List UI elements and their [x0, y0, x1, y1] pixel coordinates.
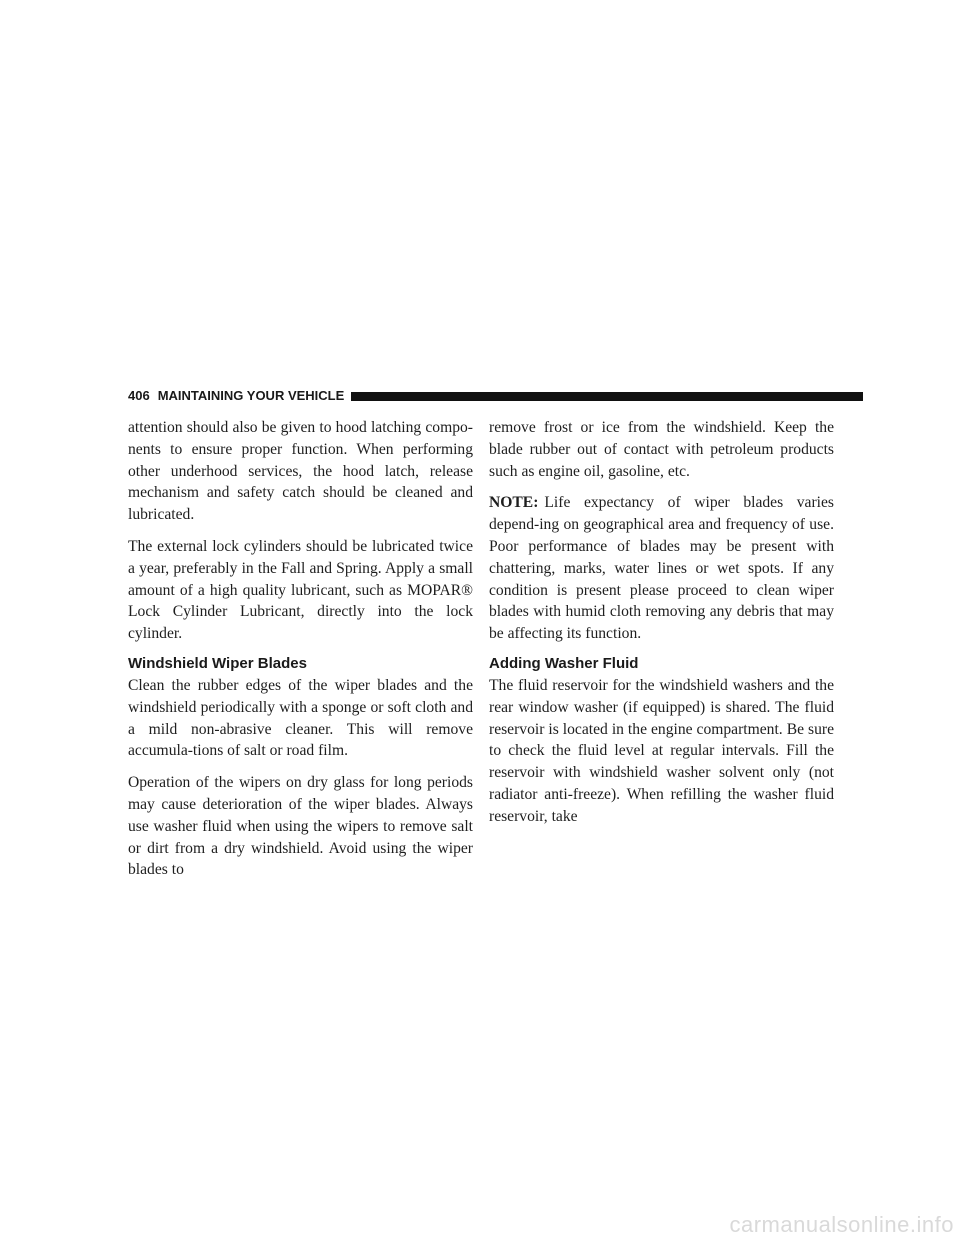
paragraph-clean-wipers: Clean the rubber edges of the wiper blades and the windshield periodically with a sponge or soft cloth and a mild non-abrasive cleaner. This will remove accumula-tions of salt or road film. [128, 676, 473, 760]
paragraph-wiper-operation: Operation of the wipers on dry glass for long periods may cause deterioration of the wiper blades. Always use washer fluid when using the wipers to remove salt or dirt from a dry windshield. Avoid using the wiper blades to [128, 774, 473, 879]
note-paragraph [489, 492, 834, 645]
paragraph-lock-cylinders: The external lock cylinders should be lubricated twice a year, preferably in the Fall and Spring. Apply a small amount of a high quality lubricant, such as MOPAR® Lock Cylinder Lubricant, directly into the lock cylinder. [128, 537, 473, 643]
heading-windshield-wiper-blades: Windshield Wiper Blades [128, 654, 307, 672]
paragraph-washer-fluid: The fluid reservoir for the windshield washers and the rear window washer (if equipped) is shared. The fluid reservoir is located in the engine compartment. Be sure to check the fluid level at regular intervals. Fill the reservoir with windshield washer solvent only (not radiator anti-freeze). When refilling the washer fluid reservoir, take [489, 676, 834, 825]
note-label: NOTE: [489, 494, 539, 512]
page-number: 406 [128, 388, 150, 403]
watermark: carmanualsonline.info [729, 1212, 954, 1237]
note-text: Life expectancy of wiper blades varies depend-ing on geographical area and frequency of use. Poor performance of blades may be present with chattering, marks, water lines or wet spots. If any condition is present please proceed to clean wiper blades with humid cloth removing any debris that may be affecting its function. [489, 494, 834, 643]
section-title: MAINTAINING YOUR VEHICLE [157, 388, 345, 403]
heading-adding-washer-fluid: Adding Washer Fluid [489, 654, 639, 672]
page-header [128, 389, 863, 403]
left-column [128, 417, 473, 891]
paragraph-hood-latch: attention should also be given to hood latching compo-nents to ensure proper function. When performing other underhood services, the hood latch, release mechanism and safety catch should be cleaned and lubricated. [128, 419, 473, 524]
header-rule [351, 392, 863, 401]
right-column [489, 417, 834, 838]
paragraph-frost-ice: remove frost or ice from the windshield. Keep the blade rubber out of contact with petroleum products such as engine oil, gasoline, etc. [489, 419, 834, 480]
